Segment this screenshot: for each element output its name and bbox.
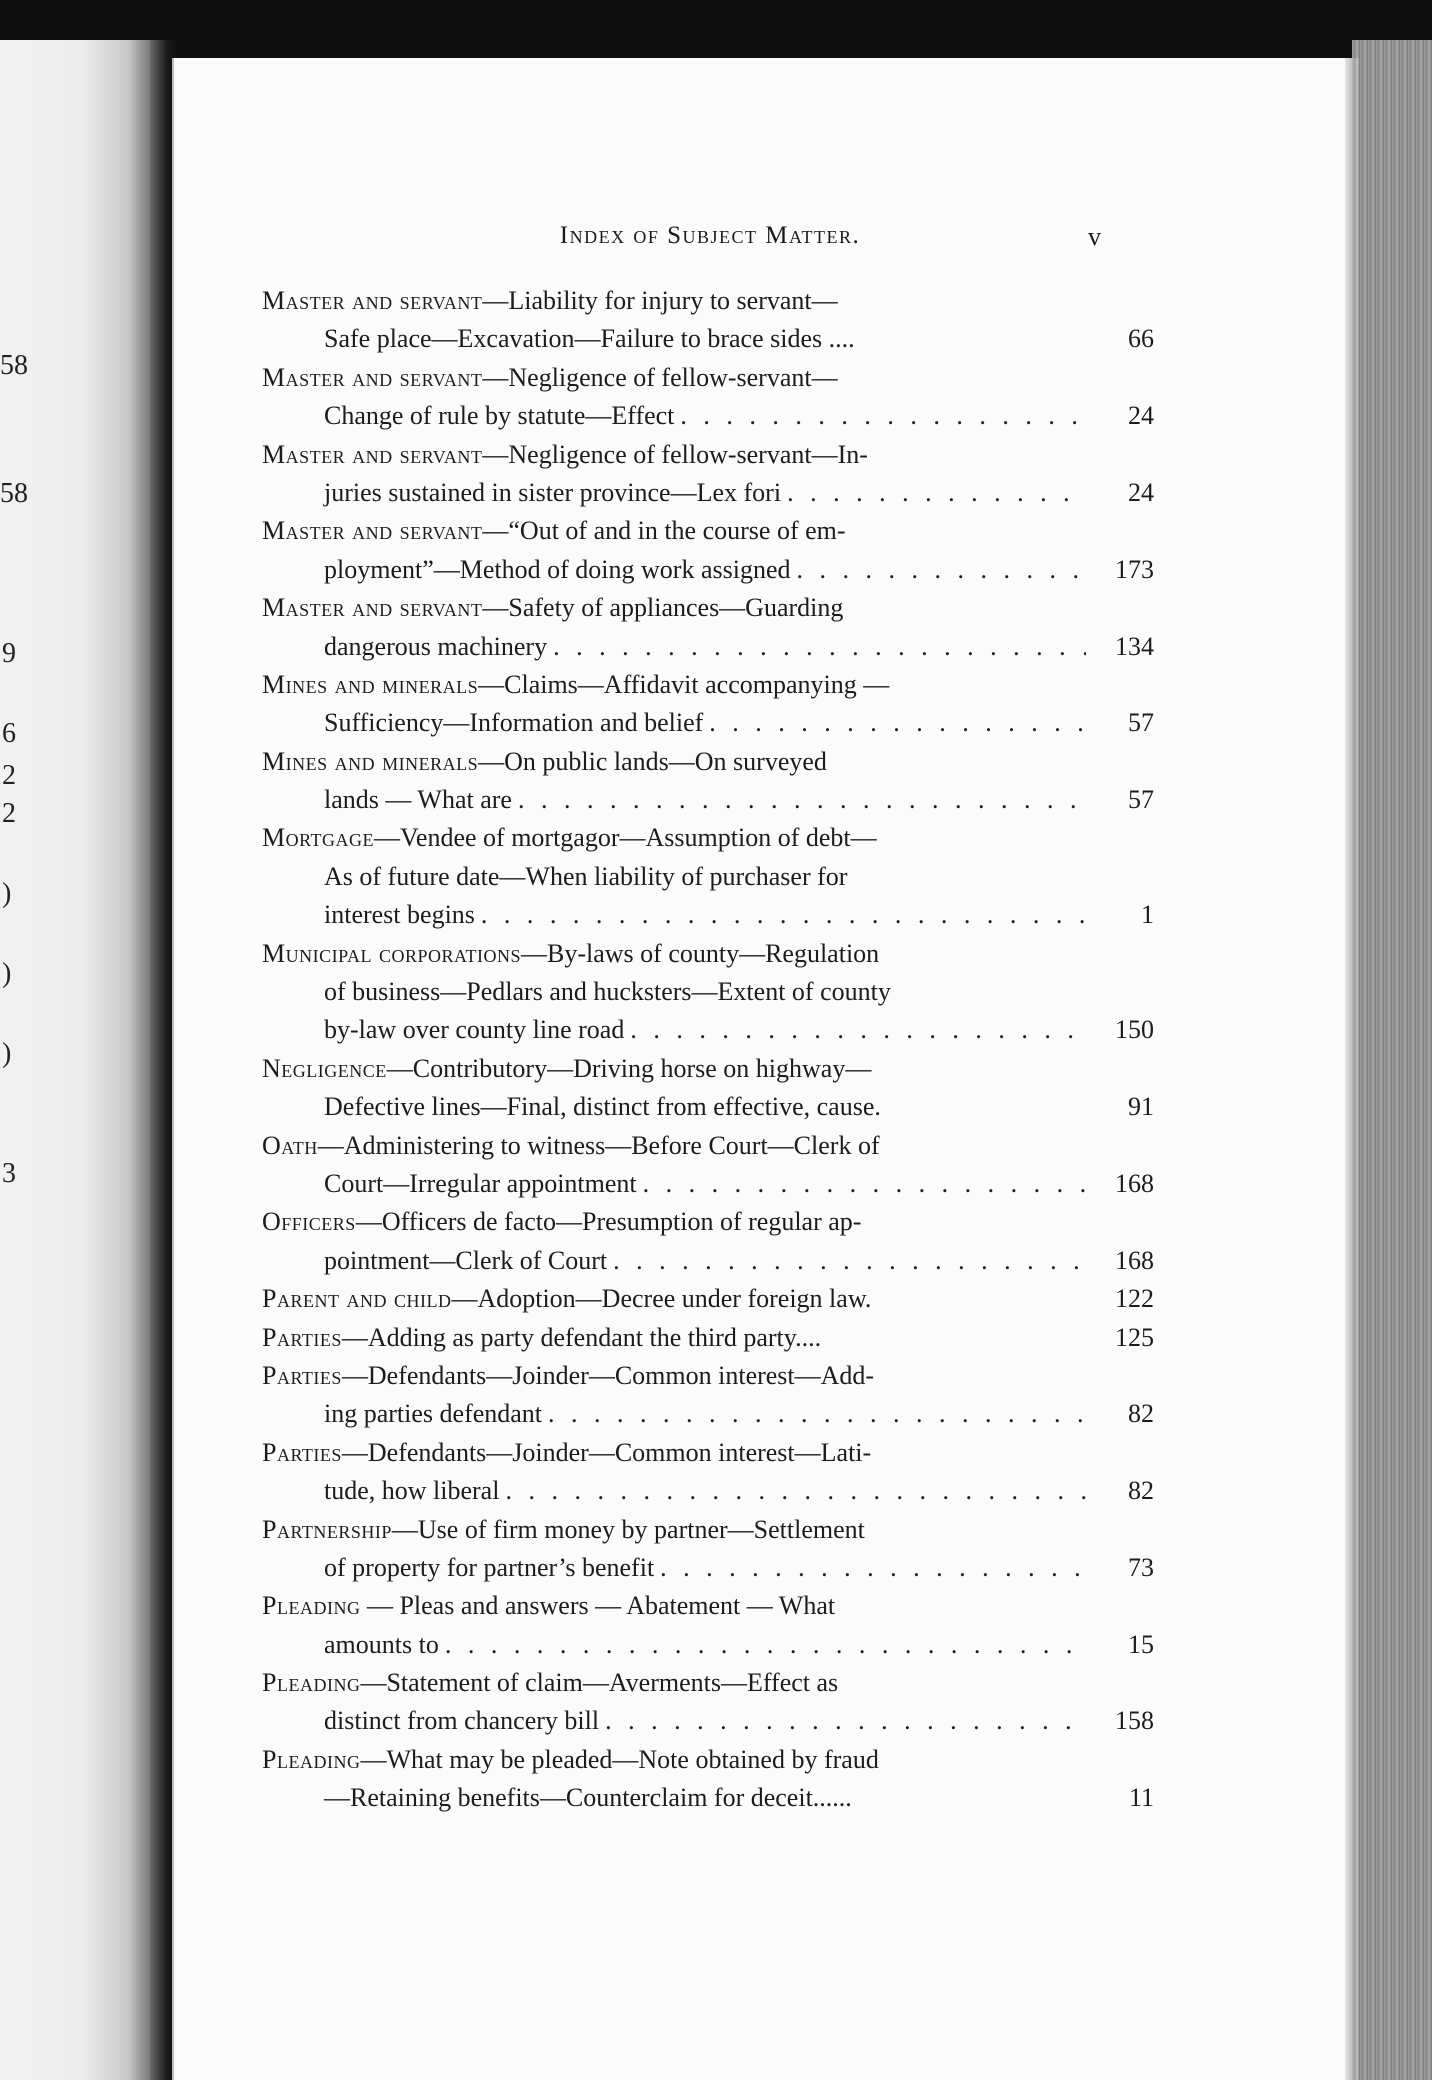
entry-continuation-line	[262, 1011, 1154, 1049]
entry-heading-line	[262, 1050, 1092, 1088]
index-entry	[262, 743, 1154, 820]
entry-heading-line	[262, 1664, 1092, 1702]
entry-page-number: 125	[1115, 1322, 1154, 1352]
entry-text: Master and servant—Safety of appliances—Guarding	[262, 593, 844, 623]
entry-text: Negligence—Contributory—Driving horse on highway—	[262, 1053, 872, 1083]
entry-page-number: 173	[1115, 554, 1154, 584]
dot-leader	[643, 1165, 1086, 1203]
entry-page-number: 66	[1128, 324, 1154, 354]
entry-text: Change of rule by statute—Effect	[324, 401, 675, 431]
entry-heading-line	[262, 1319, 1154, 1357]
entry-text: of property for partner’s benefit	[324, 1552, 655, 1582]
index-entry	[262, 1511, 1154, 1588]
index-entry	[262, 1664, 1154, 1741]
entry-heading-line	[262, 1280, 1154, 1318]
dot-leader	[680, 397, 1086, 435]
page-number: v	[1088, 222, 1101, 251]
entry-continuation-line	[262, 551, 1154, 589]
entry-text: ing parties defendant	[324, 1399, 543, 1429]
dot-leader	[797, 551, 1087, 589]
entry-heading-line	[262, 1741, 1092, 1779]
entry-text: interest begins	[324, 900, 475, 930]
left-margin-number: 58	[0, 478, 28, 509]
entry-text: ployment”—Method of doing work assigned	[324, 554, 791, 584]
entry-page-number: 82	[1128, 1476, 1154, 1506]
entry-continuation-line	[262, 1472, 1154, 1510]
entry-text: Parties—Defendants—Joinder—Common interest—Add-	[262, 1360, 875, 1390]
entry-page-number: 24	[1128, 477, 1154, 507]
entry-text: Master and servant—Liability for injury to servant—	[262, 286, 838, 315]
entry-continuation-line	[262, 1242, 1154, 1280]
entry-page-number: 15	[1128, 1629, 1154, 1659]
entry-heading-line	[262, 1357, 1092, 1395]
entry-page-number: 158	[1115, 1706, 1154, 1736]
entry-continuation-line	[262, 628, 1154, 666]
entry-heading-line	[262, 589, 1092, 627]
index-entry	[262, 282, 1154, 359]
index-entry	[262, 1357, 1154, 1434]
dot-leader	[553, 628, 1086, 666]
left-page	[0, 40, 150, 2080]
entry-continuation-line	[262, 1165, 1154, 1203]
entry-heading-line	[262, 1434, 1092, 1472]
entry-text: of business—Pedlars and hucksters—Extent of county	[324, 977, 891, 1007]
left-margin-number: )	[2, 878, 12, 909]
index-entry	[262, 589, 1154, 666]
entry-heading-line	[262, 666, 1092, 704]
index-entry	[262, 1319, 1154, 1357]
entry-text: Mines and minerals—Claims—Affidavit accompanying —	[262, 669, 890, 699]
entry-continuation-line	[262, 320, 1154, 358]
entry-text: Parties—Adding as party defendant the third party....	[262, 1322, 822, 1352]
entry-text: Oath—Administering to witness—Before Court—Clerk of	[262, 1130, 880, 1160]
entry-heading-line	[262, 1127, 1092, 1165]
entry-continuation-line	[262, 1702, 1154, 1740]
entry-heading-line	[262, 1587, 1092, 1625]
dot-leader	[518, 781, 1086, 819]
entry-text: Pleading—Statement of claim—Averments—Effect as	[262, 1668, 839, 1698]
index-entry	[262, 1203, 1154, 1280]
dot-leader	[481, 896, 1086, 934]
entry-page-number: 134	[1115, 631, 1154, 661]
left-margin-number: 6	[2, 718, 16, 749]
entry-page-number: 82	[1128, 1399, 1154, 1429]
index-entry	[262, 1741, 1154, 1818]
entry-text: Partnership—Use of firm money by partner—Settlement	[262, 1514, 865, 1544]
entry-text: tude, how liberal	[324, 1476, 500, 1506]
entry-text: Master and servant—Negligence of fellow-servant—In-	[262, 439, 868, 469]
entry-page-number: 168	[1115, 1168, 1154, 1198]
entry-text: Municipal corporations—By-laws of county—Regulation	[262, 938, 880, 968]
entry-page-number: 168	[1115, 1245, 1154, 1275]
entry-text: Safe place—Excavation—Failure to brace sides ....	[324, 324, 855, 354]
entry-heading-line	[262, 359, 1092, 397]
left-margin-number: 9	[2, 638, 16, 669]
dot-leader	[605, 1702, 1086, 1740]
dot-leader	[505, 1472, 1086, 1510]
entry-text: Pleading—What may be pleaded—Note obtained by fraud	[262, 1744, 879, 1774]
index-entry	[262, 819, 1154, 934]
entry-text: pointment—Clerk of Court	[324, 1245, 608, 1275]
entry-page-number: 57	[1128, 785, 1154, 815]
entry-text: —Retaining benefits—Counterclaim for deceit......	[324, 1783, 852, 1813]
entry-text: Sufficiency—Information and belief	[324, 708, 704, 738]
dot-leader	[445, 1626, 1086, 1664]
dot-leader	[613, 1242, 1086, 1280]
entry-continuation-line	[262, 858, 1092, 896]
entry-heading-line	[262, 1203, 1092, 1241]
index-entry	[262, 935, 1154, 1050]
entry-text: Parties—Defendants—Joinder—Common interest—Lati-	[262, 1437, 872, 1467]
entry-text: Parent and child—Adoption—Decree under foreign law.	[262, 1284, 872, 1314]
index-entry	[262, 512, 1154, 589]
entry-text: Mortgage—Vendee of mortgagor—Assumption of debt—	[262, 823, 877, 853]
entry-page-number: 122	[1115, 1284, 1154, 1314]
entry-text: juries sustained in sister province—Lex fori	[324, 477, 782, 507]
index-entry	[262, 1434, 1154, 1511]
entry-heading-line	[262, 436, 1092, 474]
entry-heading-line	[262, 1511, 1092, 1549]
entry-text: Mines and minerals—On public lands—On surveyed	[262, 746, 827, 776]
left-margin-number: 3	[2, 1158, 16, 1189]
entry-continuation-line	[262, 704, 1154, 742]
entry-text: Master and servant—“Out of and in the course of em-	[262, 516, 846, 546]
left-margin-number: )	[2, 958, 12, 989]
entry-continuation-line	[262, 1549, 1154, 1587]
entry-text: Defective lines—Final, distinct from effective, cause.	[324, 1092, 881, 1122]
entry-page-number: 73	[1128, 1552, 1154, 1582]
index-entry	[262, 1127, 1154, 1204]
dot-leader	[660, 1549, 1086, 1587]
entry-continuation-line	[262, 1779, 1154, 1817]
entry-text: by-law over county line road	[324, 1015, 625, 1045]
page-header-title: Index of Subject Matter.	[559, 222, 861, 249]
left-margin-number: 2	[2, 798, 16, 829]
entry-continuation-line	[262, 1395, 1154, 1433]
entry-text: Officers—Officers de facto—Presumption of regular ap-	[262, 1207, 862, 1237]
index-entry	[262, 1280, 1154, 1318]
book-page-edges	[1352, 40, 1432, 2080]
entry-page-number: 91	[1128, 1092, 1154, 1122]
index-entry	[262, 359, 1154, 436]
entry-heading-line	[262, 512, 1092, 550]
left-margin-number: )	[2, 1038, 12, 1069]
entry-continuation-line	[262, 397, 1154, 435]
index-entry	[262, 1050, 1154, 1127]
index-entry	[262, 666, 1154, 743]
entry-heading-line	[262, 935, 1092, 973]
entry-text: Master and servant—Negligence of fellow-servant—	[262, 362, 838, 392]
entry-text: Court—Irregular appointment	[324, 1168, 637, 1198]
entry-page-number: 24	[1128, 401, 1154, 431]
entry-continuation-line	[262, 973, 1092, 1011]
index-entries	[262, 282, 1154, 1818]
entry-page-number: 57	[1128, 708, 1154, 738]
index-entry	[262, 1587, 1154, 1664]
entry-page-number: 1	[1141, 900, 1154, 930]
entry-text: As of future date—When liability of purchaser for	[324, 861, 848, 891]
entry-continuation-line	[262, 1088, 1154, 1126]
entry-continuation-line	[262, 1626, 1154, 1664]
dot-leader	[630, 1011, 1086, 1049]
entry-text: distinct from chancery bill	[324, 1706, 600, 1736]
entry-page-number: 11	[1128, 1783, 1154, 1813]
entry-text: lands — What are	[324, 785, 512, 815]
entry-page-number: 150	[1115, 1015, 1154, 1045]
entry-continuation-line	[262, 896, 1154, 934]
dot-leader	[709, 704, 1086, 742]
left-margin-number: 58	[0, 350, 28, 381]
entry-heading-line	[262, 819, 1092, 857]
dot-leader	[548, 1395, 1086, 1433]
entry-heading-line	[262, 743, 1092, 781]
entry-continuation-line	[262, 474, 1154, 512]
entry-text: amounts to	[324, 1629, 439, 1659]
entry-text: Pleading — Pleas and answers — Abatement — What	[262, 1591, 836, 1621]
entry-text: dangerous machinery	[324, 631, 548, 661]
entry-heading-line	[262, 282, 1092, 320]
index-entry	[262, 436, 1154, 513]
dot-leader	[787, 474, 1086, 512]
left-margin-number: 2	[2, 760, 16, 791]
entry-continuation-line	[262, 781, 1154, 819]
